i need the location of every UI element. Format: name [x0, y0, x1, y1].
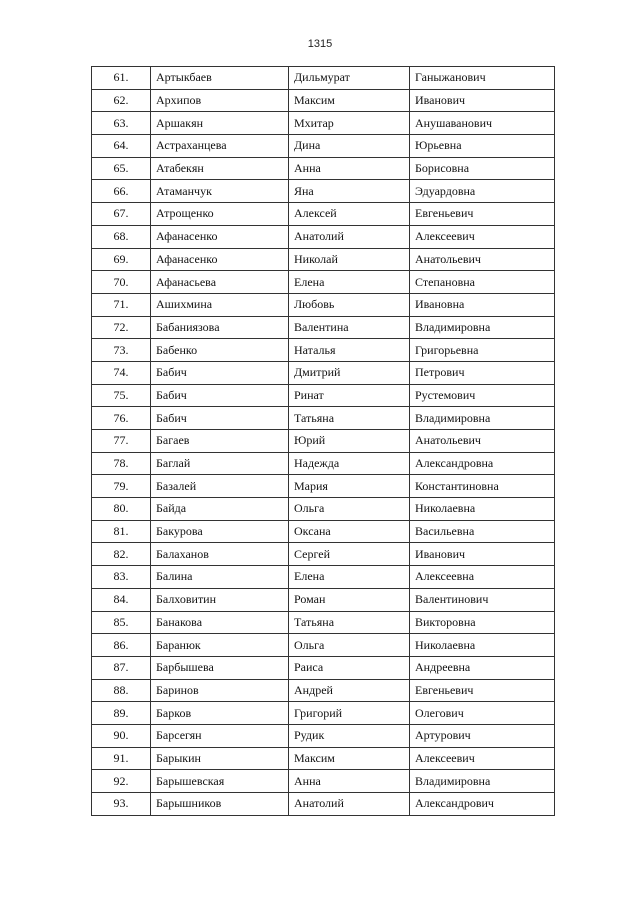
table-row [92, 339, 555, 362]
last-name-cell: Багаев [151, 430, 289, 453]
patronymic-cell: Евгеньевич [410, 203, 555, 226]
row-number-cell: 88. [92, 679, 151, 702]
patronymic-cell: Юрьевна [410, 135, 555, 158]
patronymic-cell: Анушаванович [410, 112, 555, 135]
patronymic-cell: Викторовна [410, 611, 555, 634]
table-row [92, 588, 555, 611]
first-name-cell: Анна [289, 157, 410, 180]
table-row [92, 89, 555, 112]
row-number-cell: 69. [92, 248, 151, 271]
last-name-cell: Барыкин [151, 747, 289, 770]
row-number-cell: 67. [92, 203, 151, 226]
table-row [92, 271, 555, 294]
patronymic-cell: Петрович [410, 361, 555, 384]
first-name-cell: Наталья [289, 339, 410, 362]
patronymic-cell: Владимировна [410, 770, 555, 793]
patronymic-cell: Рустемович [410, 384, 555, 407]
last-name-cell: Афанасенко [151, 248, 289, 271]
first-name-cell: Надежда [289, 452, 410, 475]
patronymic-cell: Васильевна [410, 520, 555, 543]
row-number-cell: 61. [92, 67, 151, 90]
table-row [92, 793, 555, 816]
last-name-cell: Атрощенко [151, 203, 289, 226]
first-name-cell: Анна [289, 770, 410, 793]
first-name-cell: Мария [289, 475, 410, 498]
first-name-cell: Рудик [289, 724, 410, 747]
row-number-cell: 81. [92, 520, 151, 543]
table-row [92, 566, 555, 589]
row-number-cell: 92. [92, 770, 151, 793]
first-name-cell: Сергей [289, 543, 410, 566]
table-row [92, 679, 555, 702]
last-name-cell: Баранюк [151, 634, 289, 657]
row-number-cell: 93. [92, 793, 151, 816]
first-name-cell: Григорий [289, 702, 410, 725]
patronymic-cell: Алексеевич [410, 747, 555, 770]
first-name-cell: Роман [289, 588, 410, 611]
table-row [92, 543, 555, 566]
row-number-cell: 63. [92, 112, 151, 135]
row-number-cell: 66. [92, 180, 151, 203]
first-name-cell: Елена [289, 271, 410, 294]
table-row [92, 293, 555, 316]
first-name-cell: Анатолий [289, 793, 410, 816]
row-number-cell: 68. [92, 225, 151, 248]
table-row [92, 180, 555, 203]
first-name-cell: Андрей [289, 679, 410, 702]
last-name-cell: Барков [151, 702, 289, 725]
patronymic-cell: Артурович [410, 724, 555, 747]
last-name-cell: Астраханцева [151, 135, 289, 158]
row-number-cell: 72. [92, 316, 151, 339]
last-name-cell: Барбышева [151, 656, 289, 679]
table-row [92, 520, 555, 543]
patronymic-cell: Анатольевич [410, 430, 555, 453]
patronymic-cell: Анатольевич [410, 248, 555, 271]
row-number-cell: 82. [92, 543, 151, 566]
first-name-cell: Максим [289, 747, 410, 770]
last-name-cell: Ашихмина [151, 293, 289, 316]
first-name-cell: Николай [289, 248, 410, 271]
patronymic-cell: Александровна [410, 452, 555, 475]
last-name-cell: Балаханов [151, 543, 289, 566]
row-number-cell: 80. [92, 498, 151, 521]
patronymic-cell: Эдуардовна [410, 180, 555, 203]
page-number: 1315 [307, 38, 333, 50]
table-row [92, 407, 555, 430]
table-row [92, 112, 555, 135]
table-row [92, 225, 555, 248]
row-number-cell: 71. [92, 293, 151, 316]
row-number-cell: 62. [92, 89, 151, 112]
last-name-cell: Бакурова [151, 520, 289, 543]
row-number-cell: 75. [92, 384, 151, 407]
table-row [92, 656, 555, 679]
table-row [92, 135, 555, 158]
last-name-cell: Баглай [151, 452, 289, 475]
table-row [92, 498, 555, 521]
table-row [92, 203, 555, 226]
row-number-cell: 90. [92, 724, 151, 747]
table-row [92, 475, 555, 498]
patronymic-cell: Николаевна [410, 498, 555, 521]
table-row [92, 724, 555, 747]
last-name-cell: Балина [151, 566, 289, 589]
first-name-cell: Валентина [289, 316, 410, 339]
last-name-cell: Базалей [151, 475, 289, 498]
last-name-cell: Бабенко [151, 339, 289, 362]
first-name-cell: Максим [289, 89, 410, 112]
first-name-cell: Раиса [289, 656, 410, 679]
table-row [92, 770, 555, 793]
patronymic-cell: Валентинович [410, 588, 555, 611]
patronymic-cell: Степановна [410, 271, 555, 294]
last-name-cell: Афанасенко [151, 225, 289, 248]
row-number-cell: 70. [92, 271, 151, 294]
first-name-cell: Дильмурат [289, 67, 410, 90]
table-row [92, 157, 555, 180]
patronymic-cell: Ганыжанович [410, 67, 555, 90]
first-name-cell: Ольга [289, 498, 410, 521]
table-row [92, 67, 555, 90]
patronymic-cell: Владимировна [410, 316, 555, 339]
table-row [92, 634, 555, 657]
row-number-cell: 73. [92, 339, 151, 362]
patronymic-cell: Ивановна [410, 293, 555, 316]
patronymic-cell: Владимировна [410, 407, 555, 430]
patronymic-cell: Иванович [410, 89, 555, 112]
patronymic-cell: Андреевна [410, 656, 555, 679]
table-row [92, 611, 555, 634]
last-name-cell: Бабич [151, 407, 289, 430]
last-name-cell: Архипов [151, 89, 289, 112]
first-name-cell: Яна [289, 180, 410, 203]
table-row [92, 747, 555, 770]
first-name-cell: Ольга [289, 634, 410, 657]
last-name-cell: Барышевская [151, 770, 289, 793]
patronymic-cell: Евгеньевич [410, 679, 555, 702]
last-name-cell: Бабич [151, 361, 289, 384]
last-name-cell: Аршакян [151, 112, 289, 135]
names-table-body [92, 67, 555, 816]
row-number-cell: 64. [92, 135, 151, 158]
row-number-cell: 89. [92, 702, 151, 725]
first-name-cell: Юрий [289, 430, 410, 453]
names-table [91, 66, 555, 816]
row-number-cell: 86. [92, 634, 151, 657]
table-row [92, 430, 555, 453]
table-row [92, 702, 555, 725]
first-name-cell: Оксана [289, 520, 410, 543]
first-name-cell: Мхитар [289, 112, 410, 135]
patronymic-cell: Григорьевна [410, 339, 555, 362]
last-name-cell: Артыкбаев [151, 67, 289, 90]
row-number-cell: 85. [92, 611, 151, 634]
patronymic-cell: Иванович [410, 543, 555, 566]
patronymic-cell: Алексеевич [410, 225, 555, 248]
first-name-cell: Алексей [289, 203, 410, 226]
row-number-cell: 77. [92, 430, 151, 453]
last-name-cell: Банакова [151, 611, 289, 634]
last-name-cell: Баринов [151, 679, 289, 702]
first-name-cell: Елена [289, 566, 410, 589]
first-name-cell: Татьяна [289, 611, 410, 634]
row-number-cell: 83. [92, 566, 151, 589]
last-name-cell: Бабаниязова [151, 316, 289, 339]
row-number-cell: 76. [92, 407, 151, 430]
row-number-cell: 74. [92, 361, 151, 384]
last-name-cell: Атабекян [151, 157, 289, 180]
last-name-cell: Байда [151, 498, 289, 521]
last-name-cell: Балховитин [151, 588, 289, 611]
patronymic-cell: Борисовна [410, 157, 555, 180]
table-row [92, 316, 555, 339]
table-row [92, 248, 555, 271]
patronymic-cell: Олегович [410, 702, 555, 725]
patronymic-cell: Константиновна [410, 475, 555, 498]
row-number-cell: 65. [92, 157, 151, 180]
first-name-cell: Татьяна [289, 407, 410, 430]
table-row [92, 361, 555, 384]
last-name-cell: Атаманчук [151, 180, 289, 203]
patronymic-cell: Николаевна [410, 634, 555, 657]
last-name-cell: Барсегян [151, 724, 289, 747]
first-name-cell: Анатолий [289, 225, 410, 248]
row-number-cell: 87. [92, 656, 151, 679]
first-name-cell: Дмитрий [289, 361, 410, 384]
table-row [92, 384, 555, 407]
first-name-cell: Любовь [289, 293, 410, 316]
last-name-cell: Афанасьева [151, 271, 289, 294]
row-number-cell: 91. [92, 747, 151, 770]
row-number-cell: 78. [92, 452, 151, 475]
last-name-cell: Барышников [151, 793, 289, 816]
row-number-cell: 84. [92, 588, 151, 611]
last-name-cell: Бабич [151, 384, 289, 407]
patronymic-cell: Алексеевна [410, 566, 555, 589]
table-row [92, 452, 555, 475]
first-name-cell: Дина [289, 135, 410, 158]
first-name-cell: Ринат [289, 384, 410, 407]
row-number-cell: 79. [92, 475, 151, 498]
patronymic-cell: Александрович [410, 793, 555, 816]
